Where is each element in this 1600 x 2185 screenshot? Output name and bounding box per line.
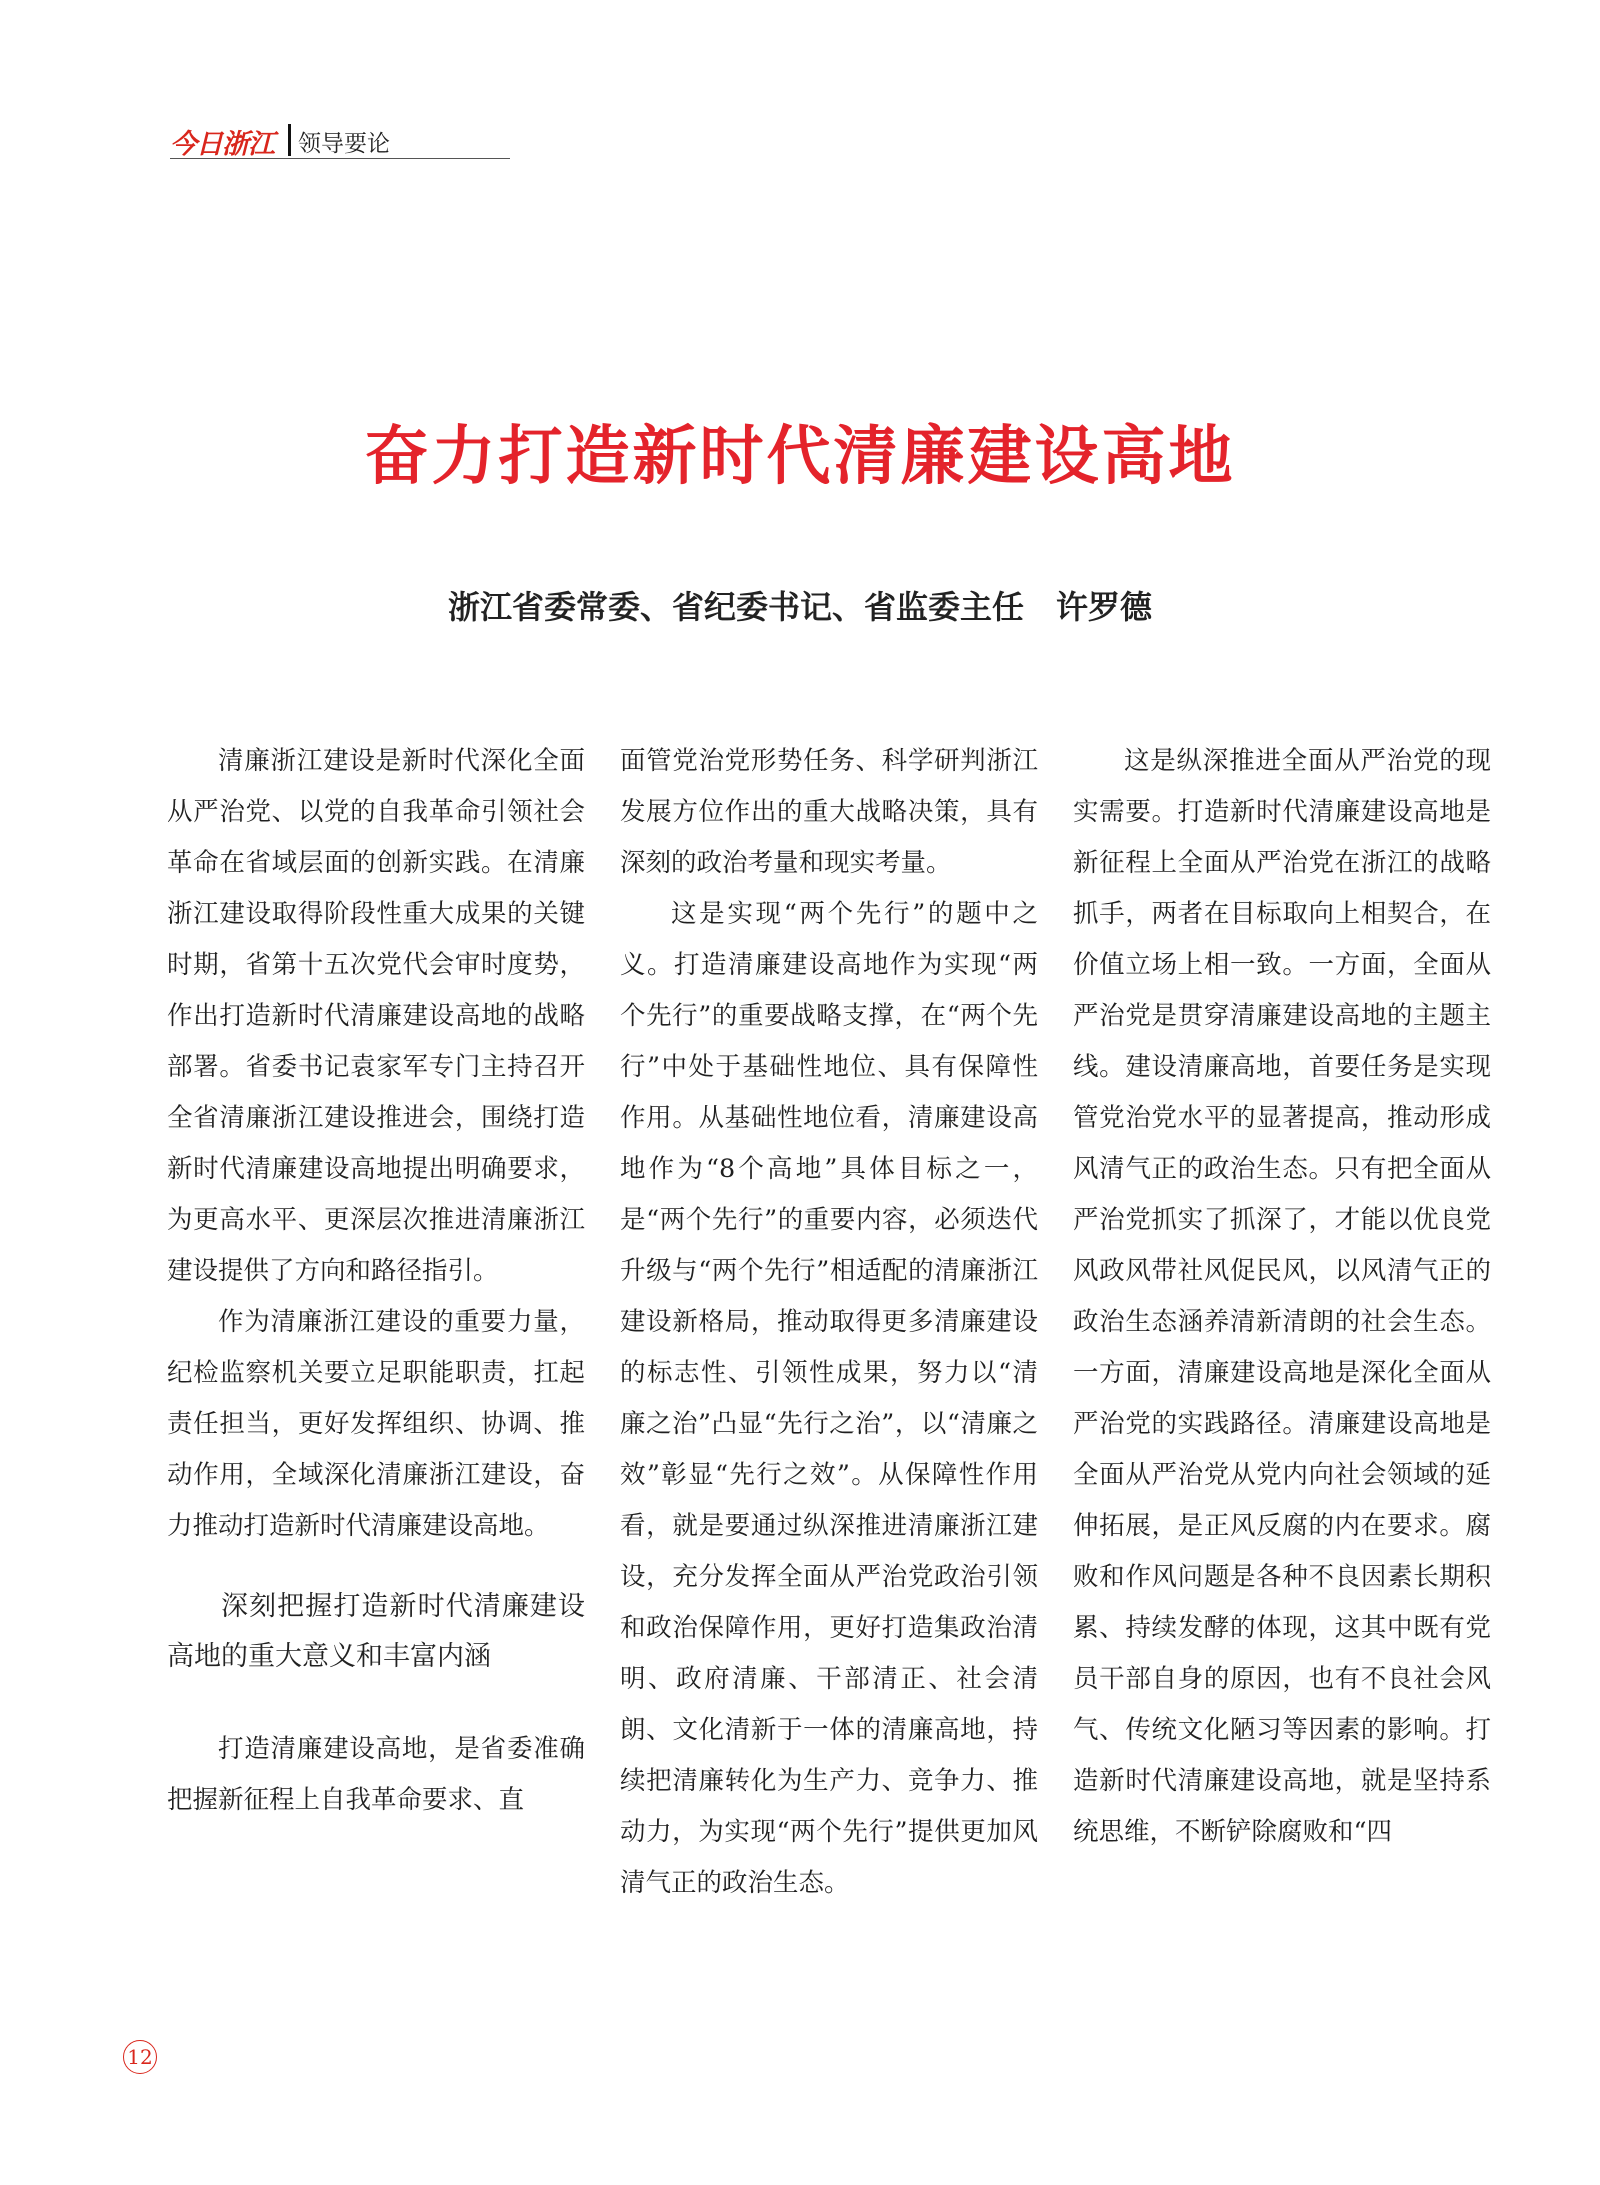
text-column-2 [620,736,1038,1909]
header-divider [288,124,291,156]
text-column-3 [1073,736,1491,1858]
paragraph: 作为清廉浙江建设的重要力量，纪检监察机关要立足职能职责，扛起责任担当，更好发挥组织、协调、推动作用，全域深化清廉浙江建设，奋力推动打造新时代清廉建设高地。 [167,1307,585,1541]
section-subheading: 深刻把握打造新时代清廉建设高地的重大意义和丰富内涵 [167,1591,585,1672]
paragraph: 清廉浙江建设是新时代深化全面从严治党、以党的自我革命引领社会革命在省域层面的创新实践。在清廉浙江建设取得阶段性重大成果的关键时期，省第十五次党代会审时度势，作出打造新时代清廉建设高地的战略部署。省委书记袁家军专门主持召开全省清廉浙江建设推进会，围绕打造新时代清廉建设高地提出明确要求，为更高水平、更深层次推进清廉浙江建设提供了方向和路径指引。 [167,746,585,1286]
paragraph: 打造清廉建设高地，是省委准确把握新征程上自我革命要求、直 [167,1734,585,1815]
page-number: 12 [123,2040,157,2074]
article-title: 奋力打造新时代清廉建设高地 [364,420,1236,494]
running-header [170,118,510,159]
text-column-1 [167,736,585,1826]
paragraph: 这是纵深推进全面从严治党的现实需要。打造新时代清廉建设高地是新征程上全面从严治党在浙江的战略抓手，两者在目标取向上相契合，在价值立场上相一致。一方面，全面从严治党是贯穿清廉建设高地的主题主线。建设清廉高地，首要任务是实现管党治党水平的显著提高，推动形成风清气正的政治生态。只有把全面从严治党抓实了抓深了，才能以优良党风政风带社风促民风，以风清气正的政治生态涵养清新清朗的社会生态。一方面，清廉建设高地是深化全面从严治党的实践路径。清廉建设高地是全面从严治党从党内向社会领域的延伸拓展，是正风反腐的内在要求。腐败和作风问题是各种不良因素长期积累、持续发酵的体现，这其中既有党员干部自身的原因，也有不良社会风气、传统文化陋习等因素的影响。打造新时代清廉建设高地，就是坚持系统思维，不断铲除腐败和“四 [1073,746,1491,1847]
section-name: 领导要论 [298,131,390,157]
magazine-logo: 今日浙江 [170,129,274,160]
paragraph: 这是实现“两个先行”的题中之义。打造清廉建设高地作为实现“两个先行”的重要战略支撑，在“两个先行”中处于基础性地位、具有保障性作用。从基础性地位看，清廉建设高地作为“8个高地”具体目标之一，是“两个先行”的重要内容，必须迭代升级与“两个先行”相适配的清廉浙江建设新格局，推动取得更多清廉建设的标志性、引领性成果，努力以“清廉之治”凸显“先行之治”，以“清廉之效”彰显“先行之效”。从保障性作用看，就是要通过纵深推进清廉浙江建设，充分发挥全面从严治党政治引领和政治保障作用，更好打造集政治清明、政府清廉、干部清正、社会清朗、文化清新于一体的清廉高地，持续把清廉转化为生产力、竞争力、推动力，为实现“两个先行”提供更加风清气正的政治生态。 [620,899,1038,1898]
paragraph: 面管党治党形势任务、科学研判浙江发展方位作出的重大战略决策，具有深刻的政治考量和现实考量。 [620,746,1038,878]
author-byline: 浙江省委常委、省纪委书记、省监委主任 许罗德 [447,588,1152,626]
